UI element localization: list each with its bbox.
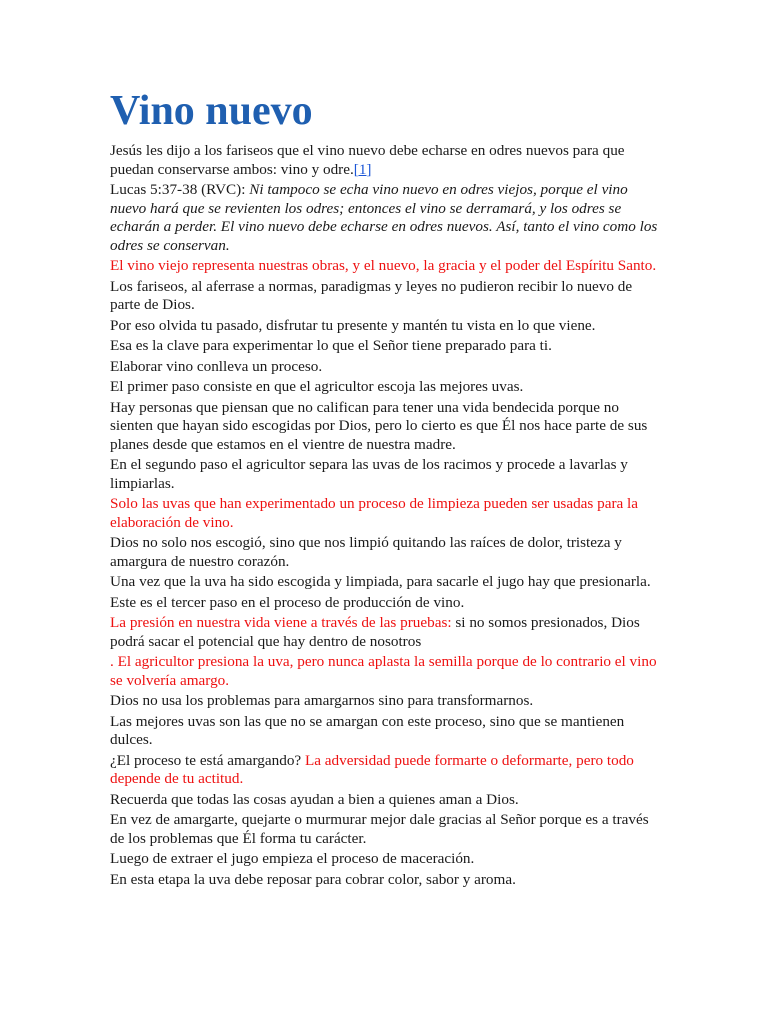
paragraph-15 [110, 614, 658, 651]
paragraph-17: Dios no usa los problemas para amargarnos sino para transformarnos. [110, 692, 534, 709]
paragraph-7: Elaborar vino conlleva un proceso. [110, 357, 323, 375]
paragraph-13: Una vez que la uva ha sido escogida y limpiada, para sacarle el jugo hay que presionarla. [110, 573, 651, 590]
paragraph-19 [110, 752, 658, 789]
paragraph-5: Por eso olvida tu pasado, disfrutar tu presente y mantén tu vista en lo que viene. [110, 316, 596, 334]
paragraph-19-question: ¿El proceso te está amargando? [110, 751, 305, 769]
footnote-link[interactable]: [1] [353, 160, 372, 178]
paragraph-21: En vez de amargarte, quejarte o murmurar mejor dale gracias al Señor porque es a través de los problemas que Él forma tu carácter. [110, 811, 649, 847]
paragraph-20: Recuerda que todas las cosas ayudan a bien a quienes aman a Dios. [110, 790, 519, 808]
paragraph-intro [110, 142, 658, 179]
paragraph-highlight-2: Solo las uvas que han experimentado un proceso de limpieza pueden ser usadas para la elaboración de vino. [110, 495, 639, 531]
document-page [110, 88, 658, 891]
scripture-reference: Lucas 5:37-38 (RVC): [110, 181, 250, 198]
document-title: Vino nuevo [110, 88, 313, 134]
paragraph-4: Los fariseos, al aferrase a normas, paradigmas y leyes no pudieron recibir lo nuevo de parte de Dios. [110, 277, 633, 313]
paragraph-scripture [110, 181, 658, 255]
paragraph-19-highlight: La adversidad puede formarte o deformarte, pero todo depende de tu actitud. [110, 751, 634, 787]
paragraph-15-rest: si no somos presionados, Dios podrá sacar el potencial que hay dentro de nosotros [110, 614, 640, 650]
paragraph-10: En el segundo paso el agricultor separa las uvas de los racimos y procede a lavarlas y limpiarlas. [110, 456, 628, 492]
paragraph-15-highlight: La presión en nuestra vida viene a través de las pruebas: [110, 614, 452, 631]
paragraph-18: Las mejores uvas son las que no se amargan con este proceso, sino que se mantienen dulces. [110, 712, 625, 748]
paragraph-9: Hay personas que piensan que no califican para tener una vida bendecida porque no sienten que hayan sido escogidas por Dios, pero lo cierto es que Él nos hace parte de sus planes desde que estamos en el vientre de nuestra madre. [110, 398, 648, 453]
paragraph-23: En esta etapa la uva debe reposar para cobrar color, sabor y aroma. [110, 870, 516, 888]
scripture-quote: Ni tampoco se echa vino nuevo en odres viejos, porque el vino nuevo hará que se revienten los odres; entonces el vino se derramará, y los odres se echarán a perder. El vino nuevo debe echarse en odres nuevos. Así, tanto el vino como los odres se conservan. [110, 181, 658, 254]
paragraph-6: Esa es la clave para experimentar lo que el Señor tiene preparado para ti. [110, 337, 552, 354]
paragraph-8: El primer paso consiste en que el agricultor escoja las mejores uvas. [110, 378, 524, 395]
paragraph-12: Dios no solo nos escogió, sino que nos limpió quitando las raíces de dolor, tristeza y amargura de nuestro corazón. [110, 534, 622, 570]
paragraph-highlight-1: El vino viejo representa nuestras obras, y el nuevo, la gracia y el poder del Espíritu Santo. [110, 257, 657, 274]
paragraph-14: Este es el tercer paso en el proceso de producción de vino. [110, 593, 465, 611]
paragraph-22: Luego de extraer el jugo empieza el proceso de maceración. [110, 850, 475, 867]
paragraph-highlight-3: . El agricultor presiona la uva, pero nunca aplasta la semilla porque de lo contrario el vino se volvería amargo. [110, 653, 657, 689]
paragraph-intro-text: Jesús les dijo a los fariseos que el vino nuevo debe echarse en odres nuevos para que puedan conservarse ambos: vino y odre. [110, 142, 625, 178]
